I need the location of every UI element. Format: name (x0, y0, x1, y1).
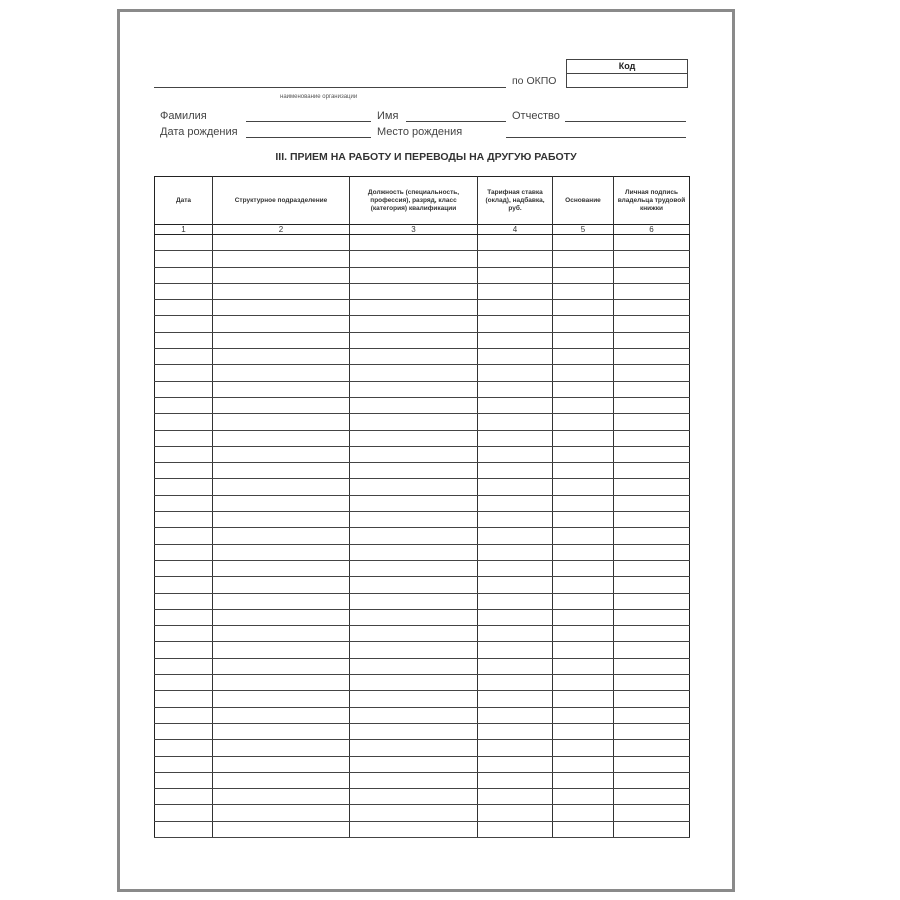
table-cell[interactable] (155, 349, 213, 365)
table-cell[interactable] (553, 332, 614, 348)
table-cell[interactable] (478, 235, 553, 251)
table-row (155, 332, 690, 348)
table-cell[interactable] (614, 283, 690, 299)
table-cell[interactable] (478, 349, 553, 365)
table-cell[interactable] (213, 609, 350, 625)
table-cell[interactable] (553, 756, 614, 772)
table-cell[interactable] (213, 349, 350, 365)
table-cell[interactable] (155, 675, 213, 691)
table-row (155, 560, 690, 576)
table-cell[interactable] (155, 593, 213, 609)
column-number-row (155, 225, 690, 235)
table-cell[interactable] (614, 316, 690, 332)
table-row (155, 414, 690, 430)
table-row (155, 577, 690, 593)
table-cell[interactable] (155, 577, 213, 593)
table-cell[interactable] (213, 235, 350, 251)
table-cell[interactable] (553, 381, 614, 397)
table-cell[interactable] (213, 316, 350, 332)
table-row (155, 642, 690, 658)
table-cell[interactable] (213, 528, 350, 544)
table-cell[interactable] (614, 235, 690, 251)
table-cell[interactable] (553, 430, 614, 446)
table-cell[interactable] (350, 251, 478, 267)
table-cell[interactable] (478, 609, 553, 625)
table-cell[interactable] (350, 479, 478, 495)
column-number: 2 (213, 225, 350, 235)
table-cell[interactable] (614, 658, 690, 674)
table-cell[interactable] (350, 560, 478, 576)
birth-date-label: Дата рождения (160, 126, 238, 138)
patronymic-label: Отчество (512, 110, 560, 122)
table-cell[interactable] (213, 463, 350, 479)
table-cell[interactable] (350, 495, 478, 511)
table-cell[interactable] (478, 821, 553, 837)
table-cell[interactable] (155, 414, 213, 430)
column-header: Должность (специальность, профессия), разряд, класс (категория) квалификации (350, 177, 478, 225)
table-cell[interactable] (478, 593, 553, 609)
table-cell[interactable] (155, 446, 213, 462)
table-cell[interactable] (350, 723, 478, 739)
table-row (155, 251, 690, 267)
table-cell[interactable] (553, 821, 614, 837)
table-cell[interactable] (553, 577, 614, 593)
table-cell[interactable] (213, 446, 350, 462)
table-cell[interactable] (155, 642, 213, 658)
table-cell[interactable] (350, 267, 478, 283)
table-cell[interactable] (553, 740, 614, 756)
table-cell[interactable] (553, 463, 614, 479)
table-cell[interactable] (553, 495, 614, 511)
table-row (155, 300, 690, 316)
table-row (155, 267, 690, 283)
surname-field[interactable] (246, 121, 371, 122)
table-cell[interactable] (478, 626, 553, 642)
column-header: Личная подпись владельца трудовой книжки (617, 188, 686, 212)
table-cell[interactable] (553, 593, 614, 609)
table-cell[interactable] (478, 528, 553, 544)
table-row (155, 512, 690, 528)
table-cell[interactable] (213, 495, 350, 511)
patronymic-field[interactable] (565, 121, 686, 122)
kod-label: Код (567, 60, 687, 74)
table-cell[interactable] (213, 544, 350, 560)
table-cell[interactable] (478, 577, 553, 593)
table-cell[interactable] (478, 463, 553, 479)
table-cell[interactable] (553, 658, 614, 674)
table-row (155, 446, 690, 462)
table-cell[interactable] (553, 479, 614, 495)
table-cell[interactable] (614, 430, 690, 446)
table-row (155, 772, 690, 788)
table-cell[interactable] (478, 707, 553, 723)
table-cell[interactable] (155, 495, 213, 511)
table-row (155, 235, 690, 251)
table-cell[interactable] (155, 528, 213, 544)
table-cell[interactable] (213, 723, 350, 739)
column-header: Тарифная ставка (оклад), надбавка, руб. (478, 177, 553, 225)
table-cell[interactable] (553, 235, 614, 251)
table-cell[interactable] (350, 349, 478, 365)
table-row (155, 691, 690, 707)
table-cell[interactable] (213, 430, 350, 446)
table-cell[interactable] (350, 235, 478, 251)
table-cell[interactable] (478, 365, 553, 381)
table-cell[interactable] (155, 463, 213, 479)
table-cell[interactable] (350, 658, 478, 674)
table-cell[interactable] (553, 544, 614, 560)
table-row (155, 740, 690, 756)
table-cell[interactable] (155, 251, 213, 267)
table-cell[interactable] (350, 544, 478, 560)
table-cell[interactable] (155, 691, 213, 707)
table-cell[interactable] (614, 756, 690, 772)
surname-label: Фамилия (160, 110, 207, 122)
table-cell[interactable] (350, 283, 478, 299)
table-cell[interactable] (350, 528, 478, 544)
table-cell[interactable] (614, 332, 690, 348)
table-cell[interactable] (553, 283, 614, 299)
table-cell[interactable] (350, 805, 478, 821)
table-row (155, 626, 690, 642)
table-cell[interactable] (155, 316, 213, 332)
table-cell[interactable] (553, 789, 614, 805)
table-cell[interactable] (614, 821, 690, 837)
table-cell[interactable] (478, 756, 553, 772)
table-cell[interactable] (155, 300, 213, 316)
table-row (155, 397, 690, 413)
table-cell[interactable] (478, 300, 553, 316)
table-cell[interactable] (213, 707, 350, 723)
table-cell[interactable] (213, 691, 350, 707)
table-cell[interactable] (614, 740, 690, 756)
table-cell[interactable] (155, 512, 213, 528)
table-cell[interactable] (553, 691, 614, 707)
table-cell[interactable] (553, 349, 614, 365)
table-cell[interactable] (155, 756, 213, 772)
table-cell[interactable] (478, 789, 553, 805)
table-cell[interactable] (155, 235, 213, 251)
table-cell[interactable] (350, 821, 478, 837)
table-cell[interactable] (614, 723, 690, 739)
table-cell[interactable] (614, 707, 690, 723)
table-cell[interactable] (350, 593, 478, 609)
birth-place-label: Место рождения (377, 126, 463, 138)
table-row (155, 821, 690, 837)
table-cell[interactable] (553, 609, 614, 625)
table-cell[interactable] (213, 658, 350, 674)
table-cell[interactable] (350, 740, 478, 756)
table-cell[interactable] (614, 300, 690, 316)
birth-date-field[interactable] (246, 137, 371, 138)
birth-place-field[interactable] (506, 137, 686, 138)
organization-caption: наименование организации (280, 94, 358, 100)
table-row (155, 723, 690, 739)
table-row (155, 675, 690, 691)
table-cell[interactable] (614, 495, 690, 511)
table-cell[interactable] (478, 332, 553, 348)
table-row (155, 789, 690, 805)
table-cell[interactable] (478, 805, 553, 821)
table-row (155, 349, 690, 365)
table-row (155, 316, 690, 332)
table-cell[interactable] (213, 577, 350, 593)
table-cell[interactable] (553, 316, 614, 332)
name-label: Имя (377, 110, 399, 122)
table-cell[interactable] (213, 283, 350, 299)
table-cell[interactable] (350, 446, 478, 462)
table-cell[interactable] (614, 560, 690, 576)
table-cell[interactable] (350, 300, 478, 316)
table-cell[interactable] (553, 626, 614, 642)
table-cell[interactable] (614, 772, 690, 788)
table-cell[interactable] (155, 544, 213, 560)
name-field[interactable] (406, 121, 506, 122)
table-cell[interactable] (553, 805, 614, 821)
table-cell[interactable] (614, 626, 690, 642)
table-row (155, 707, 690, 723)
table-cell[interactable] (155, 381, 213, 397)
table-cell[interactable] (350, 609, 478, 625)
employment-table (154, 176, 690, 838)
table-cell[interactable] (350, 789, 478, 805)
table-cell[interactable] (213, 772, 350, 788)
table-cell[interactable] (478, 675, 553, 691)
kod-box (566, 59, 688, 88)
table-cell[interactable] (155, 609, 213, 625)
table-cell[interactable] (614, 381, 690, 397)
table-cell[interactable] (553, 397, 614, 413)
table-cell[interactable] (350, 332, 478, 348)
okpo-code-field[interactable] (567, 74, 687, 87)
table-cell[interactable] (478, 544, 553, 560)
table-cell[interactable] (614, 544, 690, 560)
table-cell[interactable] (350, 397, 478, 413)
table-row (155, 658, 690, 674)
table-row (155, 283, 690, 299)
table-cell[interactable] (155, 707, 213, 723)
table-cell[interactable] (155, 658, 213, 674)
table-cell[interactable] (155, 723, 213, 739)
table-cell[interactable] (213, 593, 350, 609)
table-cell[interactable] (614, 365, 690, 381)
table-row (155, 528, 690, 544)
table-row (155, 593, 690, 609)
table-cell[interactable] (350, 642, 478, 658)
table-cell[interactable] (614, 479, 690, 495)
table-cell[interactable] (478, 430, 553, 446)
table-cell[interactable] (213, 626, 350, 642)
table-cell[interactable] (478, 446, 553, 462)
table-cell[interactable] (478, 723, 553, 739)
table-cell[interactable] (478, 642, 553, 658)
column-number: 5 (553, 225, 614, 235)
table-cell[interactable] (213, 251, 350, 267)
table-row (155, 756, 690, 772)
table-cell[interactable] (614, 397, 690, 413)
table-cell[interactable] (478, 560, 553, 576)
section-title: III. ПРИЕМ НА РАБОТУ И ПЕРЕВОДЫ НА ДРУГУЮ РАБОТУ (275, 151, 577, 163)
table-cell[interactable] (213, 756, 350, 772)
table-cell[interactable] (213, 397, 350, 413)
table-row (155, 544, 690, 560)
table-cell[interactable] (213, 805, 350, 821)
table-cell[interactable] (553, 675, 614, 691)
table-cell[interactable] (155, 365, 213, 381)
table-cell[interactable] (553, 414, 614, 430)
table-cell[interactable] (155, 283, 213, 299)
table-cell[interactable] (350, 365, 478, 381)
table-cell[interactable] (350, 707, 478, 723)
table-cell[interactable] (478, 658, 553, 674)
table-cell[interactable] (213, 560, 350, 576)
table-cell[interactable] (213, 675, 350, 691)
table-row (155, 495, 690, 511)
table-cell[interactable] (553, 707, 614, 723)
table-cell[interactable] (553, 300, 614, 316)
table-cell[interactable] (350, 675, 478, 691)
table-cell[interactable] (553, 365, 614, 381)
table-cell[interactable] (213, 479, 350, 495)
table-row (155, 479, 690, 495)
table-header-row (155, 177, 690, 225)
column-header: Дата (155, 177, 213, 225)
table-cell[interactable] (478, 316, 553, 332)
table-cell[interactable] (553, 446, 614, 462)
table-row (155, 463, 690, 479)
table-cell[interactable] (614, 609, 690, 625)
table-cell[interactable] (614, 528, 690, 544)
table-cell[interactable] (350, 691, 478, 707)
table-cell[interactable] (478, 691, 553, 707)
table-cell[interactable] (553, 251, 614, 267)
table-cell[interactable] (553, 267, 614, 283)
table-cell[interactable] (478, 495, 553, 511)
table-cell[interactable] (213, 642, 350, 658)
table-cell[interactable] (614, 446, 690, 462)
column-number: 6 (614, 225, 690, 235)
table-cell[interactable] (553, 528, 614, 544)
column-number: 1 (155, 225, 213, 235)
table-cell[interactable] (213, 821, 350, 837)
table-cell[interactable] (614, 267, 690, 283)
column-header: Структурное подразделение (213, 177, 350, 225)
column-number: 4 (478, 225, 553, 235)
table-cell[interactable] (614, 675, 690, 691)
table-cell[interactable] (614, 577, 690, 593)
table-cell[interactable] (350, 772, 478, 788)
table-cell[interactable] (350, 316, 478, 332)
table-cell[interactable] (614, 463, 690, 479)
table-cell[interactable] (350, 430, 478, 446)
organization-name-line[interactable] (154, 87, 506, 88)
table-cell[interactable] (614, 251, 690, 267)
table-cell[interactable] (213, 414, 350, 430)
table-cell[interactable] (478, 267, 553, 283)
table-cell[interactable] (553, 723, 614, 739)
table-cell[interactable] (213, 365, 350, 381)
table-cell[interactable] (350, 381, 478, 397)
table-cell[interactable] (155, 626, 213, 642)
table-cell[interactable] (155, 772, 213, 788)
table-cell[interactable] (213, 740, 350, 756)
table-cell[interactable] (155, 267, 213, 283)
table-cell[interactable] (614, 512, 690, 528)
table-cell[interactable] (155, 805, 213, 821)
table-cell[interactable] (213, 300, 350, 316)
table-cell[interactable] (553, 560, 614, 576)
table-cell[interactable] (155, 332, 213, 348)
table-cell[interactable] (155, 430, 213, 446)
column-number: 3 (350, 225, 478, 235)
table-row (155, 365, 690, 381)
table-cell[interactable] (350, 626, 478, 642)
table-row (155, 430, 690, 446)
table-cell[interactable] (155, 479, 213, 495)
table-cell[interactable] (478, 512, 553, 528)
table-cell[interactable] (478, 479, 553, 495)
table-cell[interactable] (350, 414, 478, 430)
table-cell[interactable] (350, 577, 478, 593)
table-cell[interactable] (478, 740, 553, 756)
table-cell[interactable] (614, 691, 690, 707)
column-header: Основание (553, 177, 614, 225)
table-cell[interactable] (478, 381, 553, 397)
table-cell[interactable] (478, 251, 553, 267)
table-cell[interactable] (553, 772, 614, 788)
table-cell[interactable] (614, 642, 690, 658)
table-cell[interactable] (155, 397, 213, 413)
table-cell[interactable] (213, 789, 350, 805)
table-row (155, 805, 690, 821)
document-page (117, 9, 735, 892)
table-cell[interactable] (213, 381, 350, 397)
table-cell[interactable] (478, 283, 553, 299)
table-cell[interactable] (478, 397, 553, 413)
table-cell[interactable] (213, 332, 350, 348)
okpo-label: по ОКПО (512, 75, 557, 87)
table-cell[interactable] (350, 756, 478, 772)
table-cell[interactable] (155, 740, 213, 756)
table-cell[interactable] (155, 789, 213, 805)
table-row (155, 381, 690, 397)
table-row (155, 609, 690, 625)
table-cell[interactable] (478, 414, 553, 430)
table-cell[interactable] (213, 512, 350, 528)
table-cell[interactable] (614, 593, 690, 609)
table-cell[interactable] (350, 463, 478, 479)
table-cell[interactable] (553, 512, 614, 528)
table-cell[interactable] (155, 560, 213, 576)
table-cell[interactable] (614, 349, 690, 365)
table-cell[interactable] (614, 789, 690, 805)
table-cell[interactable] (155, 821, 213, 837)
table-cell[interactable] (213, 267, 350, 283)
table-cell[interactable] (350, 512, 478, 528)
table-cell[interactable] (614, 805, 690, 821)
table-cell[interactable] (553, 642, 614, 658)
table-cell[interactable] (478, 772, 553, 788)
table-cell[interactable] (614, 414, 690, 430)
